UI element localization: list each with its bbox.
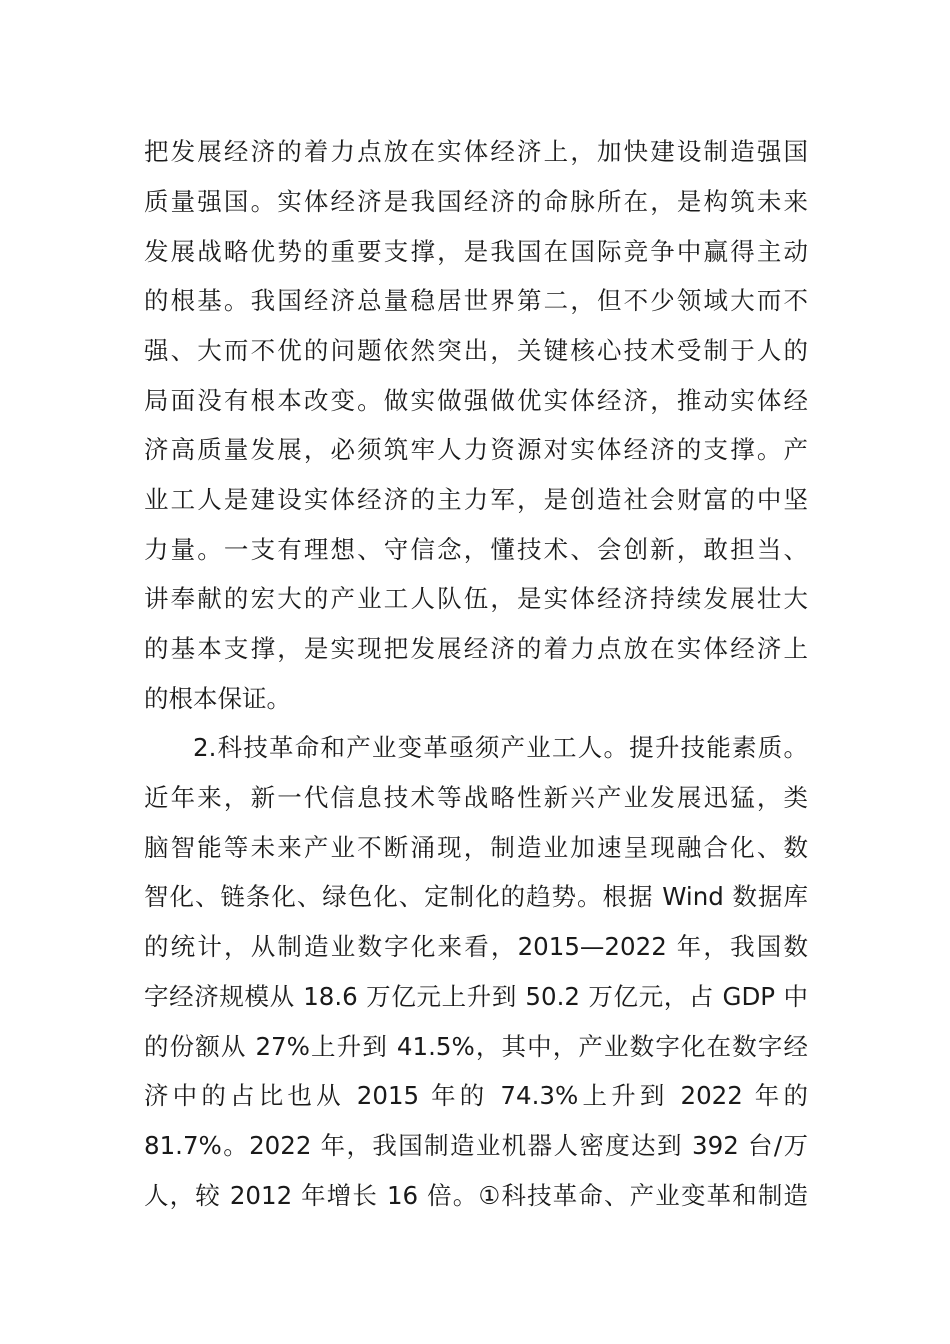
paragraph-line: 讲奉献的宏大的产业工人队伍，是实体经济持续发展壮大 [144, 584, 808, 613]
paragraph-line: 济高质量发展，必须筑牢人力资源对实体经济的支撑。产 [144, 435, 808, 464]
paragraph-line: 的根基。我国经济总量稳居世界第二，但不少领域大而不 [144, 286, 808, 315]
paragraph-line: 的份额从 27%上升到 41.5%，其中，产业数字化在数字经 [144, 1032, 808, 1061]
paragraph-line: 力量。一支有理想、守信念，懂技术、会创新，敢担当、 [144, 535, 808, 564]
paragraph-line: 的根本保证。 [144, 684, 291, 713]
paragraph-line: 质量强国。实体经济是我国经济的命脉所在，是构筑未来 [144, 187, 808, 216]
paragraph-line: 的统计，从制造业数字化来看，2015—2022 年，我国数 [144, 932, 808, 961]
paragraph-line: 脑智能等未来产业不断涌现，制造业加速呈现融合化、数 [144, 833, 808, 862]
paragraph-line: 81.7%。2022 年，我国制造业机器人密度达到 392 台/万 [144, 1131, 808, 1160]
paragraph-line: 的基本支撑，是实现把发展经济的着力点放在实体经济上 [144, 634, 808, 663]
paragraph-line: 发展战略优势的重要支撑，是我国在国际竞争中赢得主动 [144, 237, 808, 266]
paragraph-line: 字经济规模从 18.6 万亿元上升到 50.2 万亿元，占 GDP 中 [144, 982, 808, 1011]
paragraph-line: 强、大而不优的问题依然突出，关键核心技术受制于人的 [144, 336, 808, 365]
paragraph-line: 局面没有根本改变。做实做强做优实体经济，推动实体经 [144, 386, 808, 415]
paragraph-line: 人，较 2012 年增长 16 倍。①科技革命、产业变革和制造 [144, 1181, 808, 1210]
paragraph-line: 济中的占比也从 2015 年的 74.3%上升到 2022 年的 [144, 1081, 808, 1110]
paragraph-line: 近年来，新一代信息技术等战略性新兴产业发展迅猛，类 [144, 783, 808, 812]
paragraph-line: 把发展经济的着力点放在实体经济上，加快建设制造强国 [144, 137, 808, 166]
paragraph-line: 智化、链条化、绿色化、定制化的趋势。根据 Wind 数据库 [144, 882, 808, 911]
paragraph-line: 业工人是建设实体经济的主力军，是创造社会财富的中坚 [144, 485, 808, 514]
paragraph-heading-line: 2.科技革命和产业变革亟须产业工人。提升技能素质。 [193, 733, 808, 762]
